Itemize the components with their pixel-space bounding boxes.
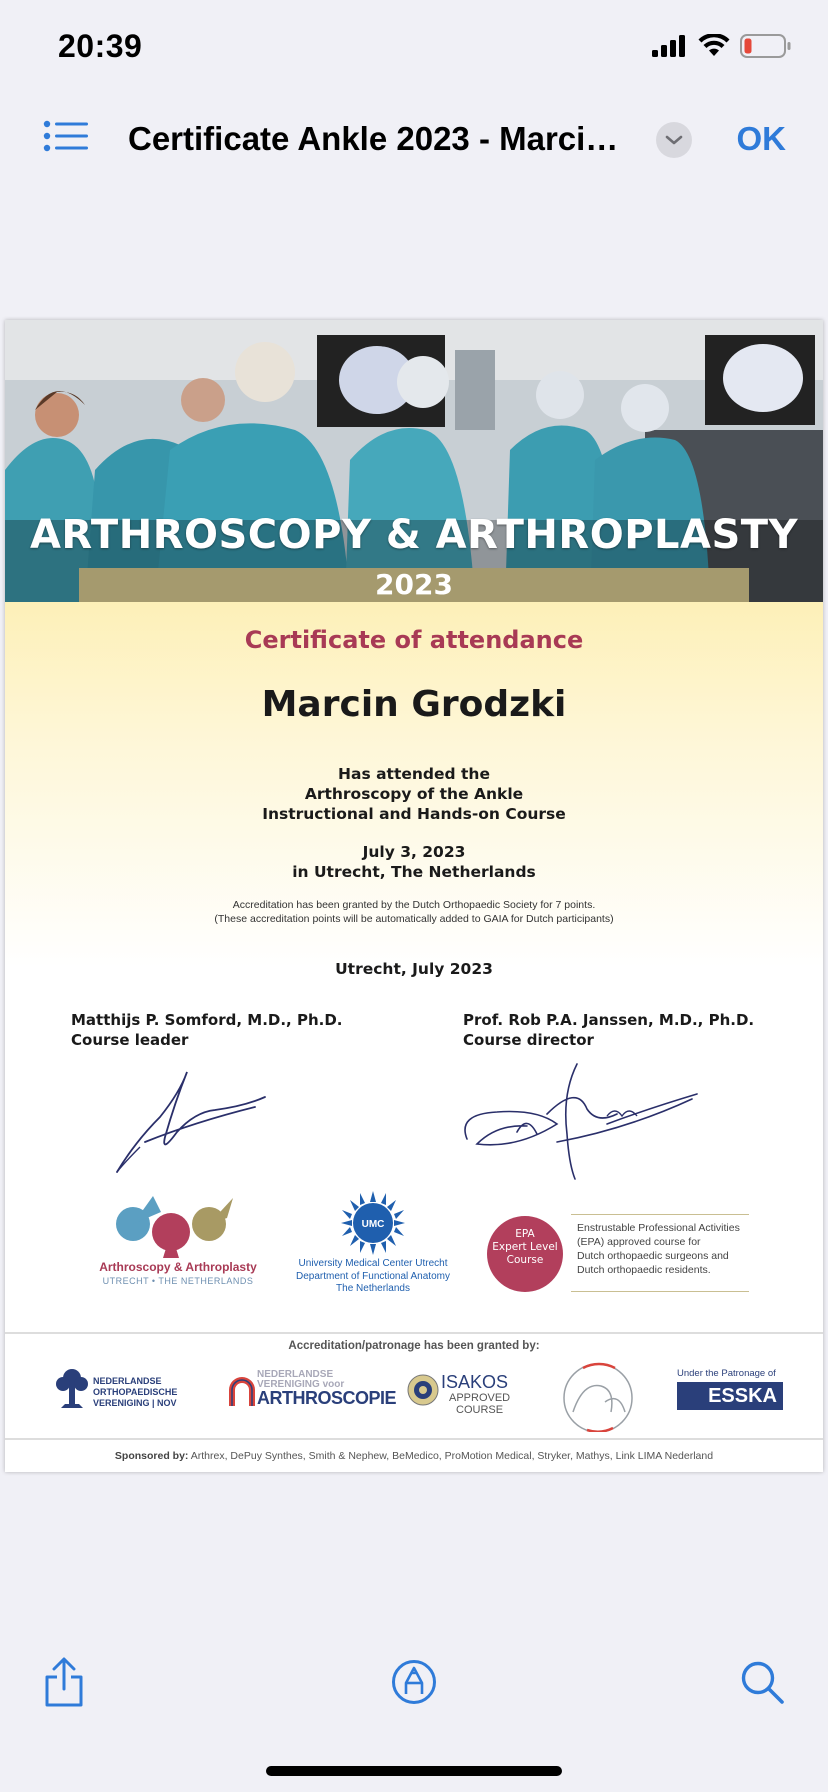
place-date: Utrecht, July 2023: [335, 960, 493, 978]
isakos-seal-icon: [407, 1374, 439, 1406]
share-icon: [43, 1657, 85, 1707]
wifi-icon: [698, 34, 730, 58]
umc-utrecht-logo: [293, 1190, 453, 1300]
chevron-down-icon: [665, 134, 683, 146]
certificate-body: [5, 602, 823, 1332]
bottom-toolbar: [0, 1640, 828, 1720]
course-date: [5, 842, 823, 882]
umc-badge-text: UMC: [361, 1219, 385, 1230]
nva-small-line: NEDERLANDSE: [257, 1369, 334, 1380]
isakos-sub: [449, 1392, 510, 1416]
pdf-page[interactable]: [5, 320, 823, 1472]
epa-desc-line: Enstrustable Professional Activities: [577, 1222, 740, 1234]
signatory-role: Course director: [463, 1031, 594, 1049]
attendance-line: Arthroscopy of the Ankle: [304, 785, 524, 803]
epa-desc-line: Dutch orthopaedic residents.: [577, 1264, 711, 1276]
nva-big-text: ARTHROSCOPIE: [257, 1388, 397, 1408]
nav-bar: [0, 100, 828, 180]
ok-button[interactable]: OK: [736, 120, 786, 157]
status-bar: [0, 0, 828, 100]
isakos-sub-line: COURSE: [456, 1404, 504, 1416]
certificate-heading: Certificate of attendance: [244, 626, 584, 654]
battery-low-icon: [740, 34, 792, 58]
search-button[interactable]: [734, 1654, 790, 1710]
nva-small-line: VERENIGING voor: [257, 1379, 345, 1390]
aa-logo-mark-icon: [93, 1192, 263, 1262]
aa-logo-subtitle: UTRECHT • THE NETHERLANDS: [102, 1276, 254, 1286]
umc-sun-icon: [338, 1190, 408, 1256]
banner-title: ARTHROSCOPY & ARTHROPLASTY: [29, 512, 799, 558]
cellular-signal-icon: [652, 35, 688, 57]
accreditation-section: [5, 1332, 823, 1440]
epa-badge-line: Expert Level: [492, 1241, 558, 1253]
course-date-line: July 3, 2023: [362, 843, 466, 861]
nov-line: VERENIGING | NOV: [93, 1398, 177, 1408]
secec-emblem-icon: [553, 1362, 649, 1432]
certificate-banner: [5, 320, 823, 602]
list-icon: [42, 118, 90, 162]
aa-logo-title: Arthroscopy & Arthroplasty: [99, 1260, 257, 1274]
signatory-role: Course leader: [71, 1031, 189, 1049]
banner-year: 2023: [79, 568, 749, 602]
signature-left: [105, 1062, 275, 1182]
attendance-line: Instructional and Hands-on Course: [262, 805, 566, 823]
markup-button[interactable]: [386, 1654, 442, 1710]
title-menu-button[interactable]: [656, 122, 692, 158]
esska-logo: [671, 1368, 789, 1428]
secec-logo: [553, 1368, 649, 1428]
umc-line: University Medical Center Utrecht: [298, 1258, 448, 1269]
sponsor-line: [5, 1440, 823, 1472]
nva-small-text: [257, 1370, 344, 1390]
epa-desc-line: (EPA) approved course for: [577, 1236, 701, 1248]
accreditation-line: Accreditation has been granted by the Dutch Orthopaedic Society for 7 points.: [232, 899, 596, 911]
attendance-line: Has attended the: [338, 765, 490, 783]
signatory-name: Prof. Rob P.A. Janssen, M.D., Ph.D.: [463, 1011, 755, 1029]
sponsor-list: Arthrex, DePuy Synthes, Smith & Nephew, BeMedico, ProMotion Medical, Stryker, Mathys, Link LIMA Nederland: [188, 1450, 714, 1462]
attendance-statement: [5, 764, 823, 824]
markup-icon: [391, 1659, 437, 1705]
isakos-logo: [407, 1368, 517, 1428]
nov-logo: [55, 1368, 195, 1428]
arch-icon: [227, 1372, 257, 1408]
signatory-left: [71, 1010, 343, 1050]
signature-right: [457, 1054, 707, 1184]
sponsor-label: Sponsored by:: [114, 1450, 189, 1462]
epa-description: [571, 1214, 749, 1292]
isakos-name: ISAKOS: [441, 1372, 509, 1392]
epa-badge-line: Course: [506, 1254, 544, 1266]
banner-photo: [5, 320, 823, 602]
umc-line: The Netherlands: [336, 1283, 410, 1294]
document-title[interactable]: Certificate Ankle 2023 - Marci…: [128, 120, 619, 157]
nva-logo: [227, 1368, 397, 1428]
signatory-name: Matthijs P. Somford, M.D., Ph.D.: [71, 1011, 343, 1029]
isakos-sub-line: APPROVED: [449, 1392, 511, 1404]
home-indicator[interactable]: [266, 1766, 562, 1776]
signatory-right: [463, 1010, 754, 1050]
accreditation-caption: Accreditation/patronage has been granted by:: [288, 1340, 540, 1352]
nov-line: NEDERLANDSE: [93, 1376, 162, 1386]
nov-logo-text: [93, 1376, 177, 1409]
list-button[interactable]: [42, 118, 90, 162]
esska-caption: Under the Patronage of: [677, 1368, 776, 1379]
epa-badge: [487, 1216, 563, 1292]
nov-line: ORTHOPAEDISCHE: [93, 1387, 178, 1397]
epa-badge-line: EPA: [515, 1228, 535, 1240]
attendee-name: Marcin Grodzki: [261, 684, 567, 725]
umc-logo-text: [293, 1258, 453, 1296]
share-button[interactable]: [36, 1654, 92, 1710]
course-location-line: in Utrecht, The Netherlands: [292, 863, 536, 881]
esska-name: ESSKA: [677, 1382, 783, 1410]
accreditation-note: [5, 898, 823, 926]
search-icon: [739, 1659, 785, 1705]
tree-icon: [55, 1368, 89, 1412]
umc-line: Department of Functional Anatomy: [296, 1270, 450, 1282]
epa-desc-line: Dutch orthopaedic surgeons and: [577, 1250, 729, 1262]
status-time: 20:39: [58, 28, 143, 64]
arthroscopy-arthroplasty-logo: [93, 1192, 263, 1292]
accreditation-line: (These accreditation points will be automatically added to GAIA for Dutch participants): [214, 913, 614, 925]
status-icons: [652, 34, 792, 58]
